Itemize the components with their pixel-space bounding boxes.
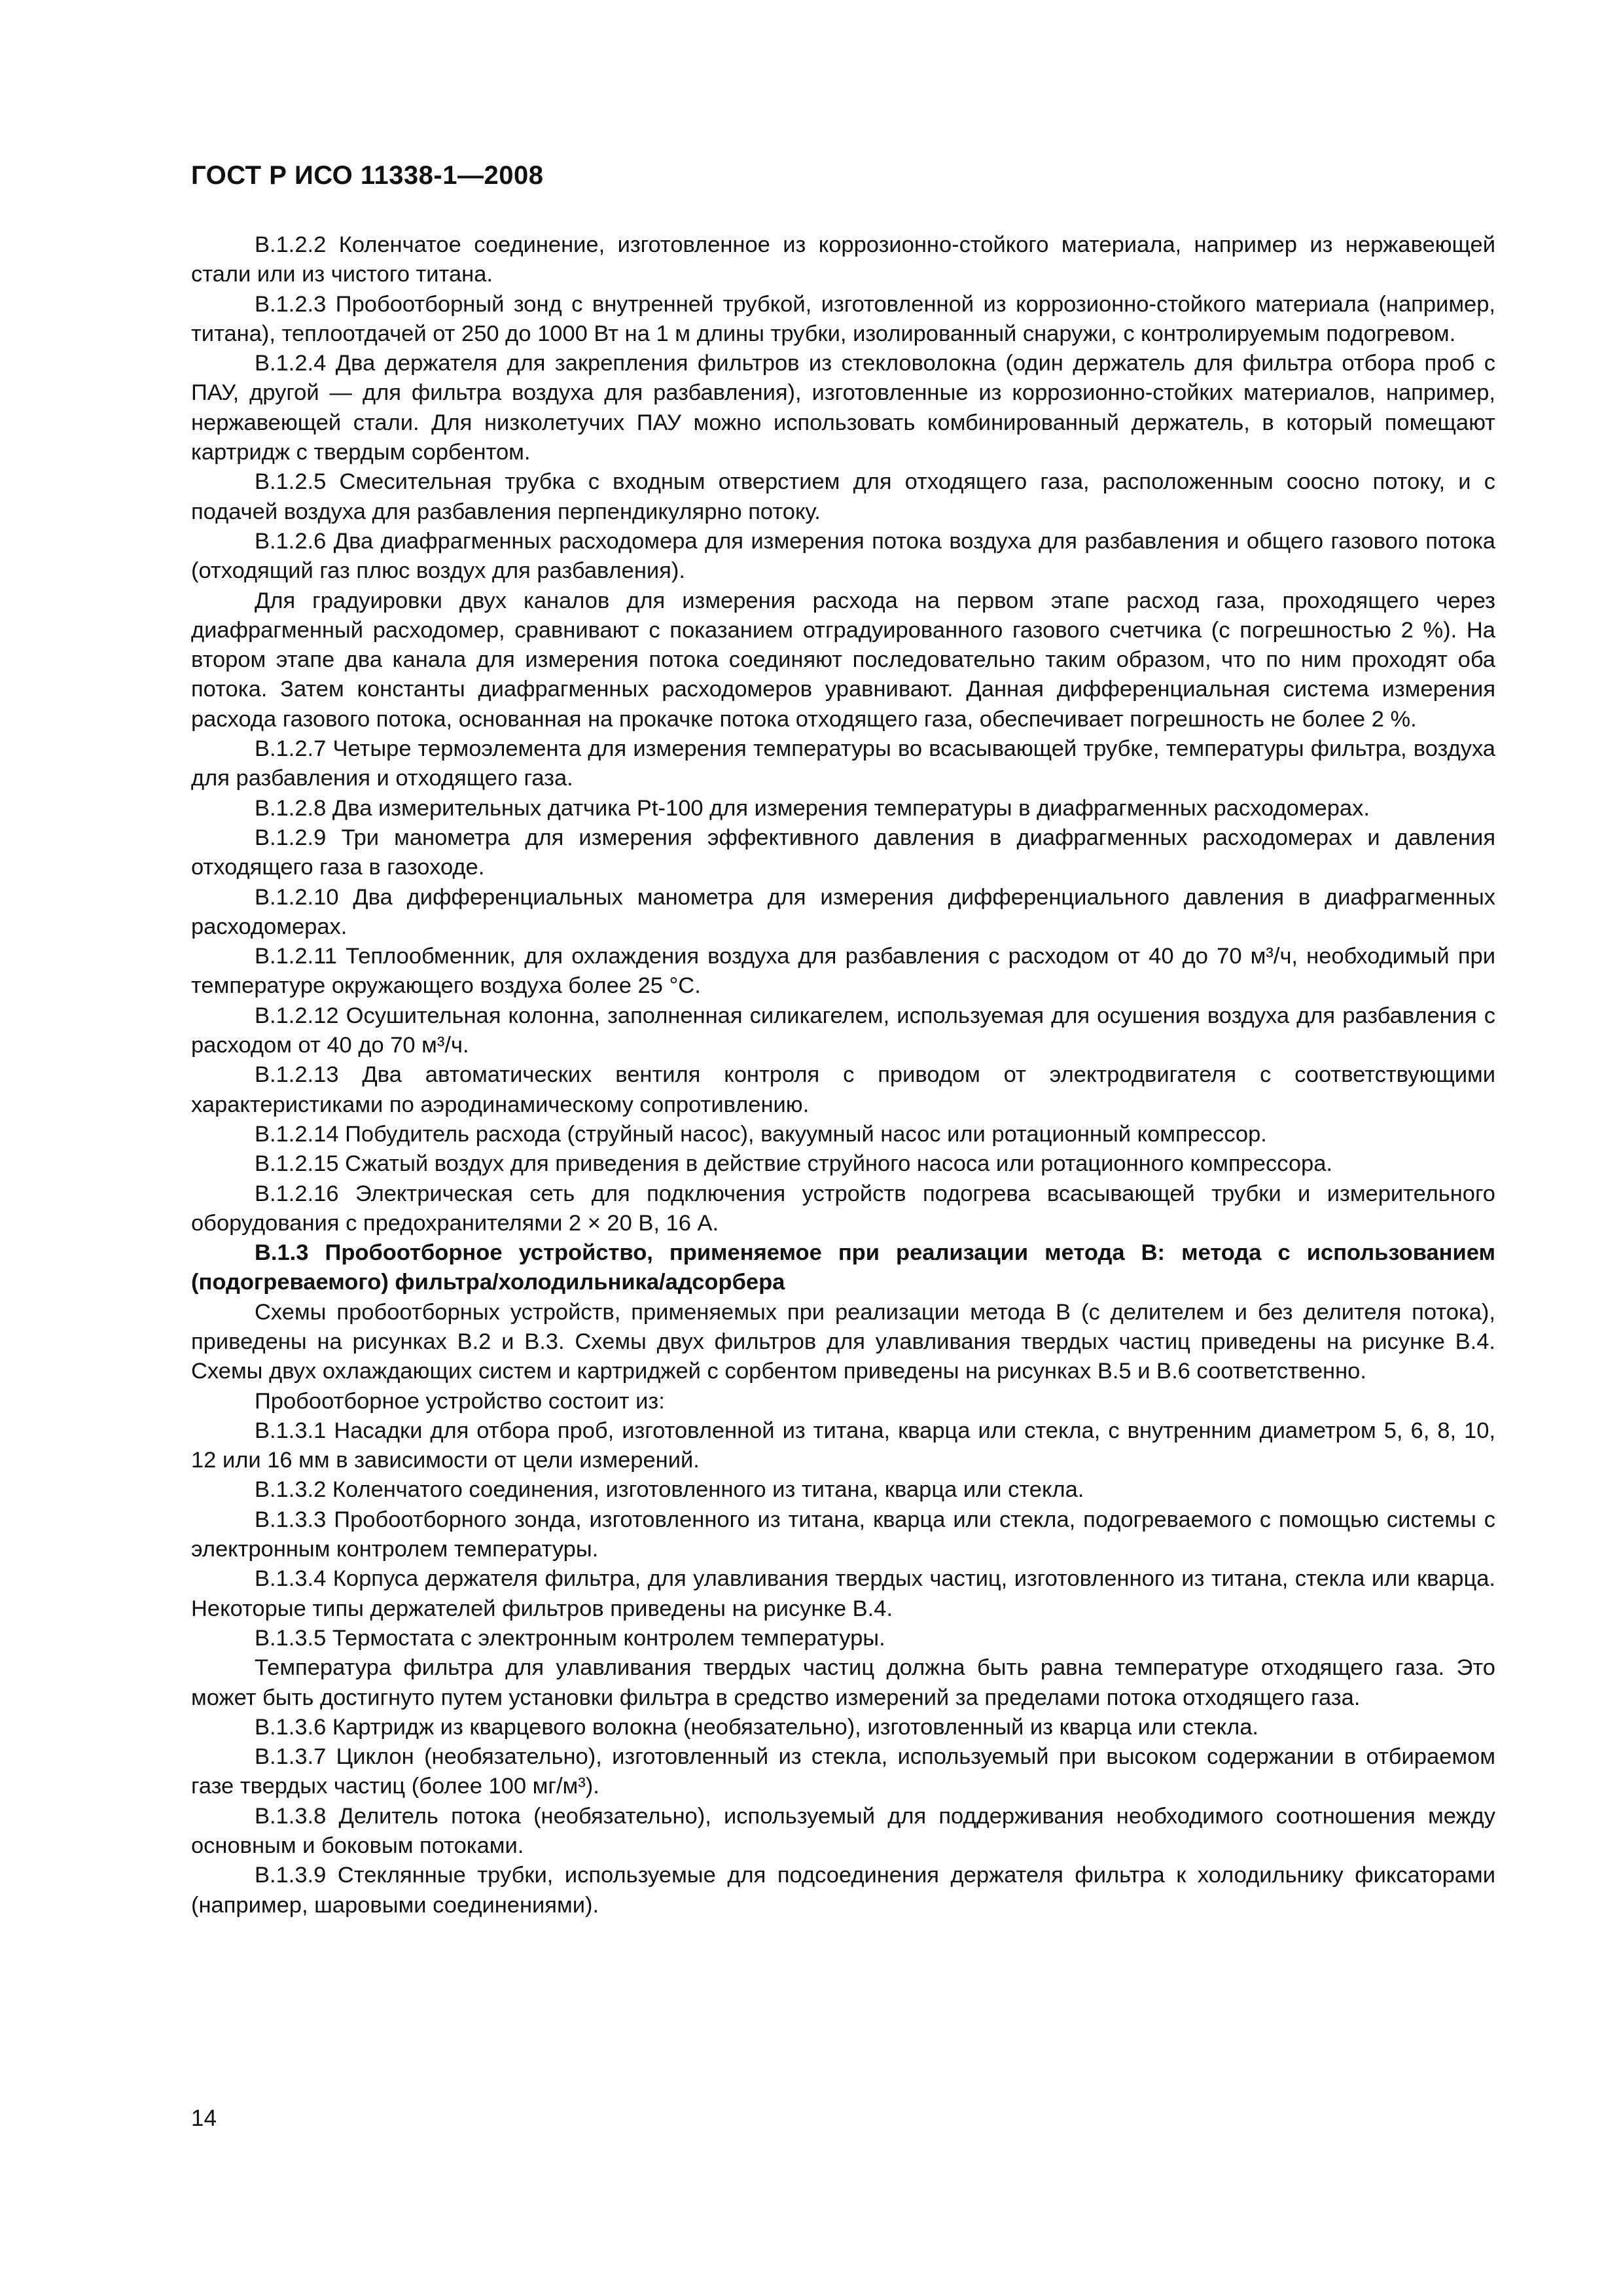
paragraph: B.1.2.4 Два держателя для закрепления фильтров из стекловолокна (один держатель для фильтра отбора проб с ПАУ, другой — для фильтра воздуха для разбавления), изготовленные из коррозионно-стойких материалов, например, нержавеющей стали. Для низколетучих ПАУ можно использовать комбинированный держатель, в который помещают картридж с твердым сорбентом. xyxy=(191,351,1495,465)
paragraph: B.1.3.4 Корпуса держателя фильтра, для улавливания твердых частиц, изготовленного из титана, стекла или кварца. Некоторые типы держателей фильтров приведены на рисунке В.4. xyxy=(191,1566,1495,1621)
paragraph: B.1.2.15 Сжатый воздух для приведения в действие струйного насоса или ротационного компрессора. xyxy=(255,1151,1332,1177)
paragraph: B.1.2.11 Теплообменник, для охлаждения воздуха для разбавления с расходом от 40 до 70 м³/ч, необходимый при температуре окружающего воздуха более 25 °С. xyxy=(191,944,1495,999)
paragraph: B.1.2.2 Коленчатое соединение, изготовленное из коррозионно-стойкого материала, например из нержавеющей стали или из чистого титана. xyxy=(191,232,1495,287)
paragraph: B.1.3.6 Картридж из кварцевого волокна (необязательно), изготовленный из кварца или стекла. xyxy=(255,1714,1259,1740)
paragraph: B.1.2.16 Электрическая сеть для подключения устройств подогрева всасывающей трубки и измерительного оборудования с предохранителями 2 × 20 В, 16 А. xyxy=(191,1181,1495,1236)
paragraph: Пробоотборное устройство состоит из: xyxy=(255,1388,665,1414)
paragraph: B.1.3.5 Термостата с электронным контролем температуры. xyxy=(255,1625,885,1651)
paragraph: Схемы пробоотборных устройств, применяемых при реализации метода В (с делителем и без делителя потока), приведены на рисунках В.2 и В.3. Схемы двух фильтров для улавливания твердых частиц приведены на рисунке В.4. Схемы двух охлаждающих систем и картриджей с сорбентом приведены на рисунках В.5 и В.6 соответственно. xyxy=(191,1299,1495,1384)
paragraph: B.1.2.3 Пробоотборный зонд с внутренней трубкой, изготовленной из коррозионно-стойкого материала (например, титана), теплоотдачей от 250 до 1000 Вт на 1 м длины трубки, изолированный снаружи, с контролируемым подогревом. xyxy=(191,291,1495,346)
paragraph: B.1.3.3 Пробоотборного зонда, изготовленного из титана, кварца или стекла, подогреваемого с помощью системы с электронным контролем температуры. xyxy=(191,1507,1495,1562)
paragraph: B.1.2.13 Два автоматических вентиля контроля с приводом от электродвигателя с соответствующими характеристиками по аэродинамическому сопротивлению. xyxy=(191,1062,1495,1117)
document-header: ГОСТ Р ИСО 11338-1—2008 xyxy=(191,161,544,190)
section-heading: B.1.3 Пробоотборное устройство, применяемое при реализации метода В: метода с использованием (подогреваемого) фильтра/холодильника/адсорбера xyxy=(191,1240,1495,1295)
paragraph: B.1.3.2 Коленчатого соединения, изготовленного из титана, кварца или стекла. xyxy=(255,1477,1084,1503)
document-body xyxy=(191,230,1495,1920)
paragraph: B.1.3.1 Насадки для отбора проб, изготовленной из титана, кварца или стекла, с внутренним диаметром 5, 6, 8, 10, 12 или 16 мм в зависимости от цели измерений. xyxy=(191,1418,1495,1473)
paragraph: B.1.2.8 Два измерительных датчика Pt-100 для измерения температуры в диафрагменных расходомерах. xyxy=(255,795,1370,821)
paragraph: B.1.2.14 Побудитель расхода (струйный насос), вакуумный насос или ротационный компрессор. xyxy=(255,1121,1267,1147)
paragraph: B.1.3.9 Стеклянные трубки, используемые для подсоединения держателя фильтра к холодильнику фиксаторами (например, шаровыми соединениями). xyxy=(191,1863,1495,1918)
paragraph: B.1.2.5 Смесительная трубка с входным отверстием для отходящего газа, расположенным соосно потоку, и с подачей воздуха для разбавления перпендикулярно потоку. xyxy=(191,469,1495,524)
paragraph: Для градуировки двух каналов для измерения расхода на первом этапе расход газа, проходящего через диафрагменный расходомер, сравнивают с показанием отградуированного газового счетчика (с погрешностью 2 %). На втором этапе два канала для измерения потока соединяют последовательно таким образом, что по ним проходят оба потока. Затем константы диафрагменных расходомеров уравнивают. Данная дифференциальная система измерения расхода газового потока, основанная на прокачке потока отходящего газа, обеспечивает погрешность не более 2 %. xyxy=(191,588,1495,732)
paragraph: B.1.2.10 Два дифференциальных манометра для измерения дифференциального давления в диафрагменных расходомерах. xyxy=(191,884,1495,939)
page-number: 14 xyxy=(191,2106,217,2131)
paragraph: B.1.2.9 Три манометра для измерения эффективного давления в диафрагменных расходомерах и давления отходящего газа в газоходе. xyxy=(191,825,1495,880)
paragraph: B.1.3.8 Делитель потока (необязательно), используемый для поддерживания необходимого соотношения между основным и боковым потоками. xyxy=(191,1803,1495,1859)
paragraph: Температура фильтра для улавливания твердых частиц должна быть равна температуре отходящего газа. Это может быть достигнуто путем установки фильтра в средство измерений за пределами потока отходящего газа. xyxy=(191,1655,1495,1710)
paragraph: B.1.2.7 Четыре термоэлемента для измерения температуры во всасывающей трубке, температуры фильтра, воздуха для разбавления и отходящего газа. xyxy=(191,736,1495,791)
paragraph: B.1.2.6 Два диафрагменных расходомера для измерения потока воздуха для разбавления и общего газового потока (отходящий газ плюс воздух для разбавления). xyxy=(191,528,1495,584)
paragraph: B.1.3.7 Циклон (необязательно), изготовленный из стекла, используемый при высоком содержании в отбираемом газе твердых частиц (более 100 мг/м³). xyxy=(191,1744,1495,1799)
paragraph: B.1.2.12 Осушительная колонна, заполненная силикагелем, используемая для осушения воздуха для разбавления с расходом от 40 до 70 м³/ч. xyxy=(191,1003,1495,1058)
